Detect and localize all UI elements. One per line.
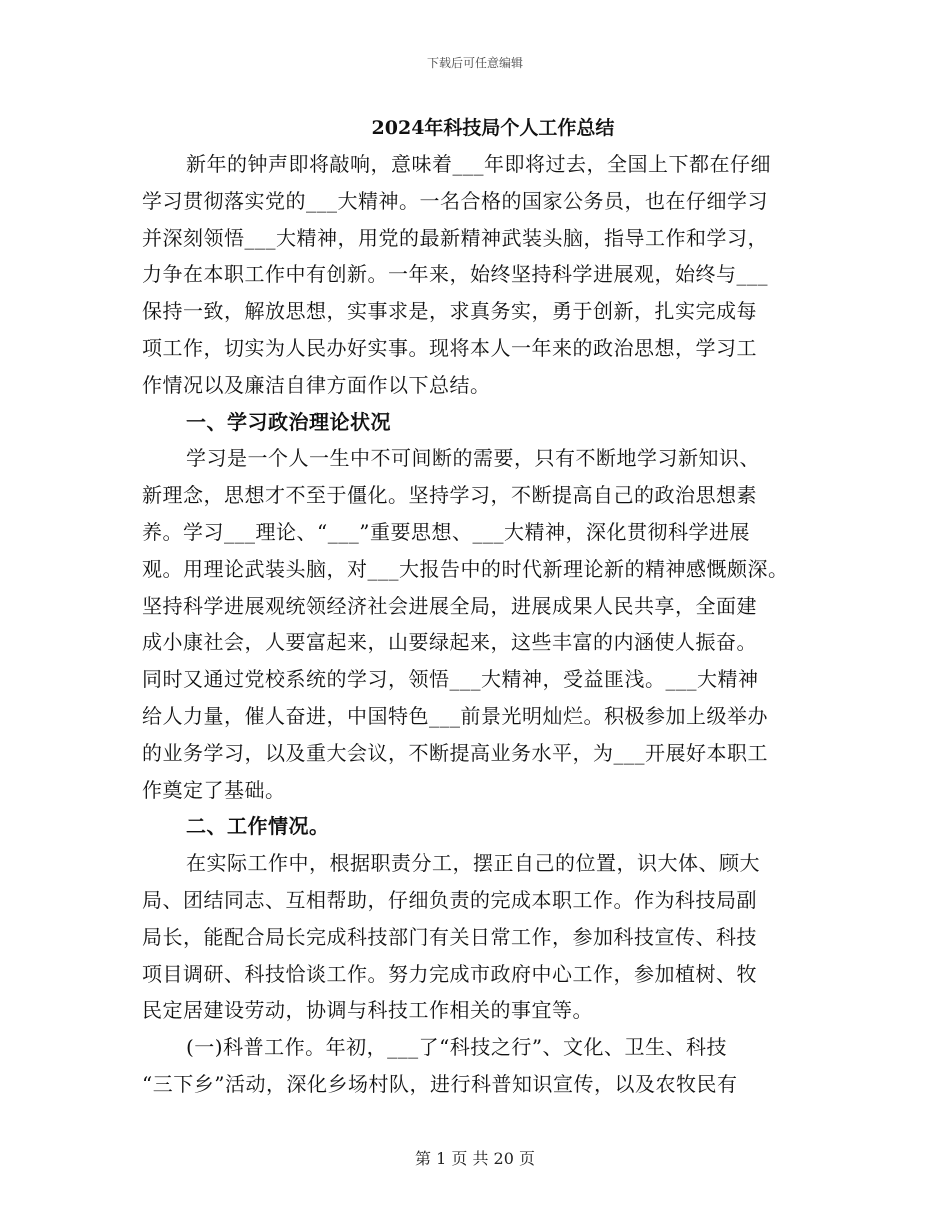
text-line: 项目调研、科技恰谈工作。努力完成市政府中心工作，参加植树、牧 [142, 961, 757, 986]
text-line: 局长，能配合局长完成科技部门有关日常工作，参加科技宣传、科技 [142, 924, 757, 949]
document-title: 2024年科技局个人工作总结 [371, 117, 615, 139]
text-line: 成小康社会，人要富起来，山要绿起来，这些丰富的内涵使人振奋。 [142, 630, 757, 655]
text-line: 给人力量，催人奋进，中国特色___前景光明灿烂。积极参加上级举办 [142, 703, 768, 728]
text-line: 养。学习___理论、“___”重要思想、___大精神，深化贯彻科学进展 [142, 519, 750, 544]
section-heading: 二、工作情况。 [186, 814, 330, 839]
text-line: 的业务学习，以及重大会议，不断提高业务水平，为___开展好本职工 [142, 740, 768, 765]
text-line: 新理念，思想才不至于僵化。坚持学习，不断提高自己的政治思想素 [142, 483, 757, 508]
section-heading: 一、学习政治理论状况 [186, 409, 391, 434]
text-line: 项工作，切实为人民办好实事。现将本人一年来的政治思想，学习工 [142, 335, 757, 360]
text-line: 同时又通过党校系统的学习，领悟___大精神，受益匪浅。___大精神 [142, 667, 759, 692]
paragraph-lines [142, 146, 818, 1103]
text-line: 并深刻领悟___大精神，用党的最新精神武装头脑，指导工作和学习， [142, 225, 768, 250]
text-line: 在实际工作中，根据职责分工，摆正自己的位置，识大体、顾大 [186, 851, 760, 876]
text-line: 学习贯彻落实党的___大精神。一名合格的国家公务员，也在仔细学习 [142, 188, 768, 213]
text-line: 坚持科学进展观统领经济社会进展全局，进展成果人民共享，全面建 [142, 593, 757, 618]
text-line: 学习是一个人一生中不可间断的需要，只有不断地学习新知识、 [186, 446, 760, 471]
text-line: 新年的钟声即将敲响，意味着___年即将过去，全国上下都在仔细 [186, 152, 771, 176]
text-line: 作奠定了基础。 [142, 777, 286, 802]
text-line: 保持一致，解放思想，实事求是，求真务实，勇于创新，扎实完成每 [142, 299, 757, 324]
text-line: 局、团结同志、互相帮助，仔细负责的完成本职工作。作为科技局副 [142, 887, 757, 912]
text-line: 作情况以及廉洁自律方面作以下总结。 [142, 372, 491, 397]
text-line: “三下乡”活动，深化乡场村队，进行科普知识宣传，以及农牧民有 [142, 1071, 738, 1096]
document-body [142, 110, 818, 1103]
text-line: 力争在本职工作中有创新。一年来，始终坚持科学进展观，始终与___ [142, 262, 768, 287]
page-footer: 第 1 页 共 20 页 [415, 1149, 535, 1168]
text-line: 观。用理论武装头脑，对___大报告中的时代新理论新的精神感慨颇深。 [142, 556, 789, 581]
text-line: 民定居建设劳动，协调与科技工作相关的事宜等。 [142, 998, 593, 1023]
page-header: 下载后可任意编辑 [426, 56, 523, 70]
text-line: (一)科普工作。年初，___了“科技之行”、文化、卫生、科技 [186, 1035, 728, 1060]
